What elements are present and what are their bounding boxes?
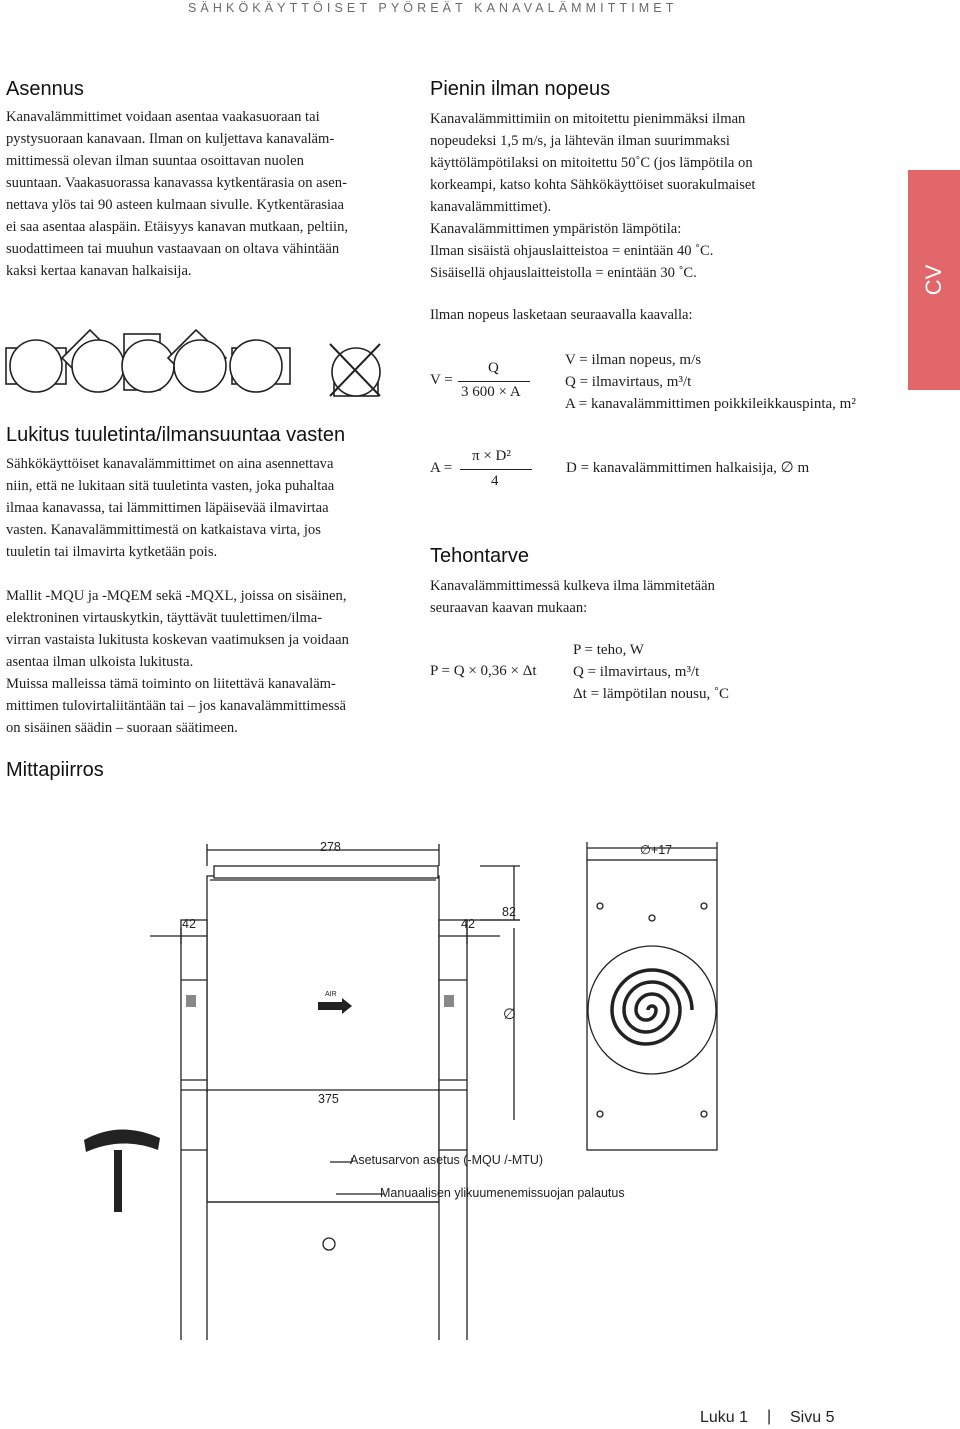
dimension-42-right: 42: [461, 917, 475, 931]
text-line: asentaa ilman ulkoista lukitusta.: [6, 654, 194, 670]
definition-line: P = teho, W: [573, 642, 644, 658]
fraction-line: [458, 381, 530, 382]
dimension-82: 82: [502, 905, 516, 919]
footer-separator: |: [767, 1408, 772, 1425]
text-line: Kanavalämmittimen ympäristön lämpötila:: [430, 221, 682, 237]
dimension-278: 278: [320, 840, 341, 854]
adjustment-key-icon: [84, 1129, 160, 1212]
label-overheat-reset: Manuaalisen ylikuumenemissuojan palautus: [380, 1186, 625, 1200]
lukitus-heading: Lukitus tuuletinta/ilmansuuntaa vasten: [6, 424, 346, 446]
text-line: mittimessä olevan ilman suuntaa osoittavan nuolen: [6, 153, 304, 169]
text-line: suodattimeen tai muuhun vastaavaan on oltava vähintään: [6, 241, 340, 257]
v-formula-lhs: V =: [430, 372, 453, 388]
dimension-drawing: [0, 820, 960, 1340]
text-line: Sähkökäyttöiset kanavalämmittimet on aina asennettava: [6, 456, 334, 472]
text-line: Mallit -MQU ja -MQEM sekä -MQXL, joissa on sisäinen,: [6, 588, 347, 604]
asennus-heading: Asennus: [6, 78, 84, 100]
text-line: on sisäinen säädin – suoraan säätimeen.: [6, 720, 238, 736]
text-line: kaksi kertaa kanavan halkaisija.: [6, 263, 192, 279]
a-formula-numerator: π × D²: [472, 448, 511, 464]
dimension-42-left: 42: [182, 917, 196, 931]
text-line: ei saa asentaa alaspäin. Etäisyys kanavan mutkaan, peltiin,: [6, 219, 349, 235]
text-line: vasten. Kanavalämmittimestä on katkaistava virta, jos: [6, 522, 321, 538]
text-line: Kanavalämmittimet voidaan asentaa vaakasuoraan tai: [6, 109, 320, 125]
orientation-ok-icon: [168, 330, 226, 392]
text-line: käyttölämpötilaksi on mitoitettu 50˚C (jos lämpötila on: [430, 155, 753, 171]
power-formula: P = Q × 0,36 × Δt: [430, 663, 537, 679]
dimension-diameter: ∅: [503, 1006, 517, 1023]
text-line: elektroninen virtauskytkin, täyttävät tuulettimen/ilma-: [6, 610, 323, 626]
fraction-line: [460, 469, 532, 470]
tehontarve-text: [430, 575, 715, 619]
definition-line: Q = ilmavirtaus, m³/t: [573, 664, 700, 680]
footer-chapter: Luku 1: [700, 1409, 749, 1426]
lukitus-text-2: [6, 585, 349, 739]
text-line: niin, että ne lukitaan sitä tuuletinta vasten, joka puhaltaa: [6, 478, 335, 494]
orientation-forbidden-icon: [330, 344, 380, 396]
a-formula-definition: D = kanavalämmittimen halkaisija, ∅ m: [566, 460, 810, 476]
heater-end-view: [587, 842, 717, 1150]
orientation-ok-icon: [62, 330, 124, 392]
definition-line: Δt = lämpötilan nousu, ˚C: [573, 686, 730, 702]
power-definitions: [573, 639, 729, 705]
pienin-text: [430, 108, 755, 284]
footer-page: Sivu 5: [790, 1409, 835, 1426]
v-formula-numerator: Q: [488, 360, 499, 376]
text-line: Kanavalämmittimessä kulkeva ilma lämmitetään: [430, 578, 715, 594]
orientation-diagram: [0, 320, 400, 410]
text-line: korkeampi, katso kohta Sähkökäyttöiset suorakulmaiset: [430, 177, 756, 193]
definition-line: Q = ilmavirtaus, m³/t: [565, 374, 692, 390]
text-line: suuntaan. Vaakasuorassa kanavassa kytkentärasia on asen-: [6, 175, 347, 191]
pienin-heading: Pienin ilman nopeus: [430, 78, 611, 100]
text-line: nettava ylös tai 90 asteen kulmaan sivulle. Kytkentärasiaa: [6, 197, 344, 213]
text-line: Sisäisellä ohjauslaitteistolla = enintään 30 ˚C.: [430, 265, 697, 281]
text-line: mittimen tulovirtaliitäntään tai – jos kanavalämmittimessä: [6, 698, 347, 714]
text-line: tuuletin tai ilmavirta kytketään pois.: [6, 544, 218, 560]
mittapiirros-heading: Mittapiirros: [6, 759, 104, 781]
definition-line: A = kanavalämmittimen poikkileikkauspinta, m²: [565, 396, 856, 412]
lukitus-text: [6, 453, 334, 563]
text-line: kanavalämmittimet).: [430, 199, 552, 215]
text-line: seuraavan kaavan mukaan:: [430, 600, 588, 616]
text-line: virran vastaista lukitusta koskevan vaatimuksen ja voidaan: [6, 632, 349, 648]
asennus-text: [6, 106, 348, 282]
v-formula-definitions: [565, 349, 856, 415]
definition-line: V = ilman nopeus, m/s: [565, 352, 702, 368]
tehontarve-heading: Tehontarve: [430, 545, 529, 567]
orientation-ok-icon: [122, 334, 174, 392]
a-formula-denominator: 4: [491, 473, 499, 489]
dimension-375: 375: [318, 1092, 339, 1106]
text-line: Muissa malleissa tämä toiminto on liitettävä kanavaläm-: [6, 676, 336, 692]
section-tab-label: CV: [921, 264, 946, 296]
air-label: AIR: [325, 991, 337, 998]
text-line: Kanavalämmittimiin on mitoitettu pienimmäksi ilman: [430, 111, 746, 127]
page-header: SÄHKÖKÄYTTÖISET PYÖREÄT KANAVALÄMMITTIMET: [188, 1, 678, 15]
a-formula-lhs: A =: [430, 460, 453, 476]
orientation-ok-icon: [6, 340, 66, 392]
label-setpoint-adjustment: Asetusarvon asetus (-MQU /-MTU): [350, 1153, 544, 1167]
orientation-ok-icon: [230, 340, 290, 392]
dimension-diameter-plus-17: ∅+17: [640, 843, 673, 857]
section-tab: [908, 170, 960, 390]
v-formula-denominator: 3 600 × A: [461, 384, 521, 400]
formula-intro: Ilman nopeus lasketaan seuraavalla kaavalla:: [430, 307, 693, 323]
text-line: Ilman sisäistä ohjauslaitteistoa = enintään 40 ˚C.: [430, 243, 714, 259]
text-line: ilmaa kanavassa, tai lämmittimen läpäisevää ilmavirtaa: [6, 500, 329, 516]
text-line: pystysuoraan kanavaan. Ilman on kuljettava kanavaläm-: [6, 131, 335, 147]
text-line: nopeudeksi 1,5 m/s, ja lähtevän ilman suurimmaksi: [430, 133, 730, 149]
